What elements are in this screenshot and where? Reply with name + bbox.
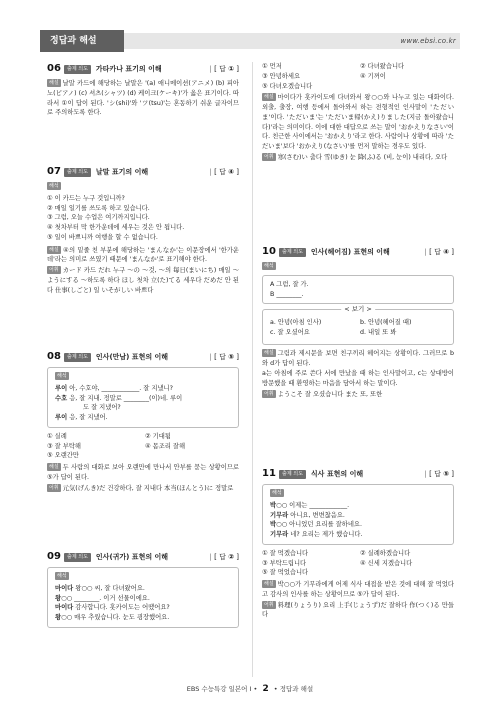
dialog-line <box>55 394 231 404</box>
explanation-tag: 해설 <box>49 246 59 253</box>
vocabulary-tag: 어휘 <box>264 601 274 608</box>
explanation: 해설 그림과 제시문을 보면 친구끼리 헤어지는 상황이다. 그러므로 b와 d가 답이 된다. <box>262 349 454 367</box>
dialog-text: 아니었던 요리를 잘하네요. <box>289 521 363 529</box>
answer-options <box>47 432 239 461</box>
question-06 <box>47 62 239 165</box>
question-number: 07 <box>47 166 61 178</box>
column-divider <box>252 62 253 677</box>
question-07 <box>47 165 239 350</box>
question-11 <box>262 467 454 620</box>
left-column <box>47 62 239 632</box>
answer-option[interactable]: ⑤ 잘 먹었습니다 <box>262 569 309 577</box>
question-title: 인사(헤어짐) 표현의 이해 <box>310 247 390 256</box>
answer-option[interactable]: ② 기대됨 <box>145 432 171 440</box>
right-column <box>262 62 454 621</box>
question-number: 06 <box>47 63 61 75</box>
speaker: 왕○○ <box>55 594 73 602</box>
dialog-box <box>262 275 454 305</box>
question-09 <box>47 550 239 628</box>
answer-option[interactable]: ④ 기꺼이 <box>360 72 386 80</box>
speaker: 수호 <box>55 394 68 402</box>
question-number: 10 <box>262 246 276 258</box>
translation-tag: 해석 <box>264 263 274 269</box>
explanation-tag: 해설 <box>49 80 59 86</box>
vocabulary: 어휘 カード 카드 だれ 누구 ～の ～것, ～의 毎日(まいにち) 매일 ～ようにする ～하도록 하다 ほし 첫차 立(た)てる 세우다 だめだ 안 된다 仕事(しごと) 일 いそがしい 바쁘다 <box>47 267 239 294</box>
speaker: 루이 <box>55 384 68 392</box>
answer-value: ⑤ <box>443 469 450 478</box>
speaker: 박○○ <box>270 501 288 509</box>
speaker: 마이다 <box>55 584 74 592</box>
question-header <box>262 245 454 259</box>
vocabulary-tag: 어휘 <box>49 267 59 273</box>
intent-badge: 출제 의도 <box>64 353 91 362</box>
bogi-option: c. 잘 오셨어요 <box>270 329 310 336</box>
answer-option[interactable]: ④ 몸조리 잘해 <box>145 442 186 450</box>
vocabulary-tag: 어휘 <box>264 390 274 397</box>
question-header <box>262 467 454 481</box>
dialog-line: B ________. <box>270 290 304 298</box>
vocabulary-tag: 어휘 <box>49 484 59 491</box>
intent-badge: 출제 의도 <box>64 65 91 74</box>
translation-tag: 해석 <box>272 490 282 496</box>
answer-options <box>262 62 454 91</box>
dialog-line <box>55 584 231 594</box>
speaker: 박○○ <box>270 521 288 529</box>
explanation-tag: 해설 <box>264 94 274 101</box>
dialog-text: 응, 잘 지내. 정말로 ________(이)네. 루이 <box>69 394 183 402</box>
dialog-text: 네? 요리는 제가 했습니다. <box>290 531 363 538</box>
dialog-line <box>270 511 446 521</box>
answer-value: ② <box>228 552 235 561</box>
answer-label: | [ 답 ④ ] <box>424 247 454 256</box>
explanation-tag: 해설 <box>264 581 274 587</box>
question-title: 가타카나 표기의 이해 <box>95 64 162 73</box>
dialog-text: 아니요, 변변찮음요. <box>290 511 345 519</box>
answer-option[interactable]: ① 실례 <box>47 432 67 440</box>
question-number: 09 <box>47 551 61 563</box>
section-label: 정답과 해설 <box>40 30 124 52</box>
vocabulary: 어휘 料理(りょうり) 요리 上手(じょうず)だ 잘하다 作(つく)る 만들다 <box>262 601 454 619</box>
answer-option[interactable]: ② 실례하겠습니다 <box>360 549 411 557</box>
dialog-text: 아, 수호야, ____________. 잘 지냈니? <box>69 384 173 392</box>
question-title: 날말 표기의 이해 <box>95 167 149 176</box>
answer-options <box>262 549 454 578</box>
dialog-line: A 그럼, 잘 가. <box>270 280 309 288</box>
question-header <box>47 62 239 76</box>
dialog-box <box>47 367 239 428</box>
dialog-text: 이제는 ____________. <box>289 501 350 509</box>
intent-badge: 출제 의도 <box>279 248 306 257</box>
footer-book-title: EBS 수능특강 일본어 I <box>186 685 252 693</box>
answer-option[interactable]: ① 잘 먹겠습니다 <box>262 549 309 557</box>
translation-line: ② 매일 일기를 쓰도록 하고 있습니다. <box>47 204 150 212</box>
answer-label: | [ 답 ⑤ ] <box>209 352 239 361</box>
translation-line: ⑤ 일이 바쁘니까 여행을 할 수 없습니다. <box>47 233 158 241</box>
dialog-line <box>55 613 231 623</box>
page-number: 2 <box>262 684 269 694</box>
dialog-line <box>55 594 231 604</box>
translation-line: ③ 그럼, 오늘 수업은 여기까지입니다. <box>47 214 150 222</box>
explanation-extra: a는 아침에 주로 쓴다 서에 만났을 때 하는 인사말이고, c는 상대방이 방문했을 때 환영하는 마음을 담아서 하는 말이다. <box>262 370 454 387</box>
dialog-line <box>55 384 231 394</box>
speaker: 기무라 <box>270 531 289 538</box>
dialog-text: 매우 추웠습니다. 눈도 굉장했어요. <box>74 614 170 621</box>
question-header <box>47 550 239 564</box>
dialog-line <box>55 603 231 613</box>
explanation: 해설 날말 카드에 해당하는 날말은 '(a) 애니메이션(アニメ) (b) 피아노(ピアノ) (c) 셔츠(シャツ) (d) 케이크(ケーキ)'가 옳은 표기이다. 따라서 ①이 답이 된다. 'シ(shi)'와 'ツ(tsu)'는 혼동하기 쉬운 글자이므로 주의하도록 한다. <box>47 80 239 117</box>
bogi-option: a. 안녕(아침 인사) <box>270 319 322 327</box>
bogi-options <box>270 318 446 338</box>
question-08 <box>47 350 239 550</box>
translation-tag: 해석 <box>57 373 67 379</box>
answer-option[interactable]: ⑤ 다녀오겠습니다 <box>262 82 313 90</box>
translation-tag: 해석 <box>49 183 59 189</box>
translation-line: ① 이 카드는 누구 것입니까? <box>47 194 125 202</box>
question-number: 11 <box>262 468 276 480</box>
explanation: 해설 두 사람의 대화로 보아 오랜만에 만나서 안부를 묻는 상황이므로 ⑤가 답이 된다. <box>47 464 239 481</box>
question-10 <box>262 245 454 467</box>
dialog-line <box>55 413 231 423</box>
dialog-text: 도 잘 지냈어? <box>83 404 121 412</box>
answer-value: ⑤ <box>228 352 235 361</box>
bogi-option: d. 내일 또 봐 <box>360 329 397 336</box>
vocabulary-tag: 어휘 <box>264 153 274 160</box>
explanation: 해설 마이다가 홋카이도에 다녀와서 왕○○와 나누고 있는 대화이다. 외출, 출장, 여행 등에서 돌아와서 하는 전형적인 인사말이 'ただいま'이다. 'ただいま'는 'ただいま帰(かえ)りました(지금 돌아왔습니다)'라는 의미이다. 이에 대한 대답으로 쓰는 말이 'おかえりなさい'이다. 친근한 사이에서는 'おかえり'라고 한다. 사람이나 상황에 따라 'ただいま'보다 'おかえり(なさい)'를 먼저 말하는 경우도 있다. <box>262 94 454 150</box>
dialog-line <box>270 501 446 511</box>
dialog-box <box>262 484 454 545</box>
page-header <box>40 30 460 52</box>
dialog-line <box>270 530 446 540</box>
explanation-tag: 해설 <box>264 349 274 356</box>
dialog-text: ________. 이거 선물이에요. <box>74 594 150 602</box>
explanation: 해설 박○○가 기무라에게 어제 식사 대접을 받은 것에 대해 잘 먹었다고 감사의 인사를 하는 상황이므로 ⑤가 답이 된다. <box>262 581 454 598</box>
answer-option[interactable]: ⑤ 오랜간만 <box>47 452 79 460</box>
footer-dot: • <box>253 685 258 693</box>
dialog-line <box>270 520 446 530</box>
footer-dot: • <box>273 685 278 693</box>
speaker: 기무라 <box>270 511 289 519</box>
translation-line: ④ 첫차부터 막 한가운데에 세우는 것은 안 됩니다. <box>47 224 185 231</box>
answer-value: ① <box>228 64 235 73</box>
footer-section: 정답과 해설 <box>279 685 314 693</box>
site-url[interactable]: www.ebsi.co.kr <box>400 37 456 45</box>
vocabulary: 어휘 寒(さむ)い 춥다 雪(ゆき) 눈 降(ふ)る (비, 눈이) 내리다, 오다 <box>264 153 448 161</box>
answer-option[interactable]: ② 다녀왔습니다 <box>360 63 405 70</box>
answer-option[interactable]: ③ 부탁드립니다 <box>262 559 307 567</box>
question-title: 인사(귀가) 표현의 이해 <box>95 552 169 561</box>
bogi-box <box>262 305 454 345</box>
question-number: 08 <box>47 351 61 363</box>
translation-tag: 해석 <box>57 573 67 579</box>
answer-label: | [ 답 ② ] <box>209 552 239 561</box>
question-title: 인사(만남) 표현의 이해 <box>95 352 169 361</box>
answer-label: | [ 답 ④ ] <box>209 167 239 176</box>
explanation-tag: 해설 <box>49 464 59 470</box>
answer-option[interactable]: ③ 잘 부탁해 <box>47 442 81 450</box>
dialog-box <box>47 567 239 628</box>
bogi-option: b. 안녕(헤어질 때) <box>360 319 412 327</box>
translation-lines <box>47 194 239 243</box>
question-header <box>47 350 239 364</box>
dialog-line <box>55 403 231 413</box>
page-footer <box>0 683 500 697</box>
dialog-text: 감사합니다. 홋카이도는 어땠어요? <box>75 604 170 612</box>
intent-badge: 출제 의도 <box>64 553 91 562</box>
vocabulary: 어휘 ようこそ 잘 오셨습니다 また 또, 또한 <box>264 390 383 398</box>
intent-badge: 출제 의도 <box>64 168 91 177</box>
question-header <box>47 165 239 179</box>
explanation: 해설 ④의 밑줄 친 부분에 해당하는 'まんなか'는 이문장에서 '한가운데'라는 의미로 쓰였기 때문에 'まんなか'로 표기해야 한다. <box>47 246 239 264</box>
speaker: 왕○○ <box>55 614 73 621</box>
vocabulary: 어휘 元気(げんき)だ 건강하다, 잘 지내다 本当(ほんとう)に 정말로 <box>49 484 234 492</box>
answer-option[interactable]: ① 먼저 <box>262 63 282 70</box>
intent-badge: 출제 의도 <box>279 470 306 479</box>
answer-value: ④ <box>228 167 235 176</box>
answer-option[interactable]: ③ 안녕하세요 <box>262 72 301 80</box>
speaker: 루이 <box>55 414 68 421</box>
question-title: 식사 표현의 이해 <box>310 469 364 478</box>
answer-label: | [ 답 ① ] <box>209 64 239 73</box>
bogi-title: < 보기 > <box>341 305 375 314</box>
answer-label: | [ 답 ⑤ ] <box>424 469 454 478</box>
dialog-text: 응, 잘 지냈어. <box>69 414 108 421</box>
answer-value: ④ <box>443 247 450 256</box>
answer-option[interactable]: ④ 신세 지겠습니다 <box>360 559 413 567</box>
question-09-continued <box>262 62 454 245</box>
speaker: 마이다 <box>55 604 74 612</box>
dialog-text: 왕○○ 씨, 잘 다녀왔어요. <box>75 584 145 592</box>
